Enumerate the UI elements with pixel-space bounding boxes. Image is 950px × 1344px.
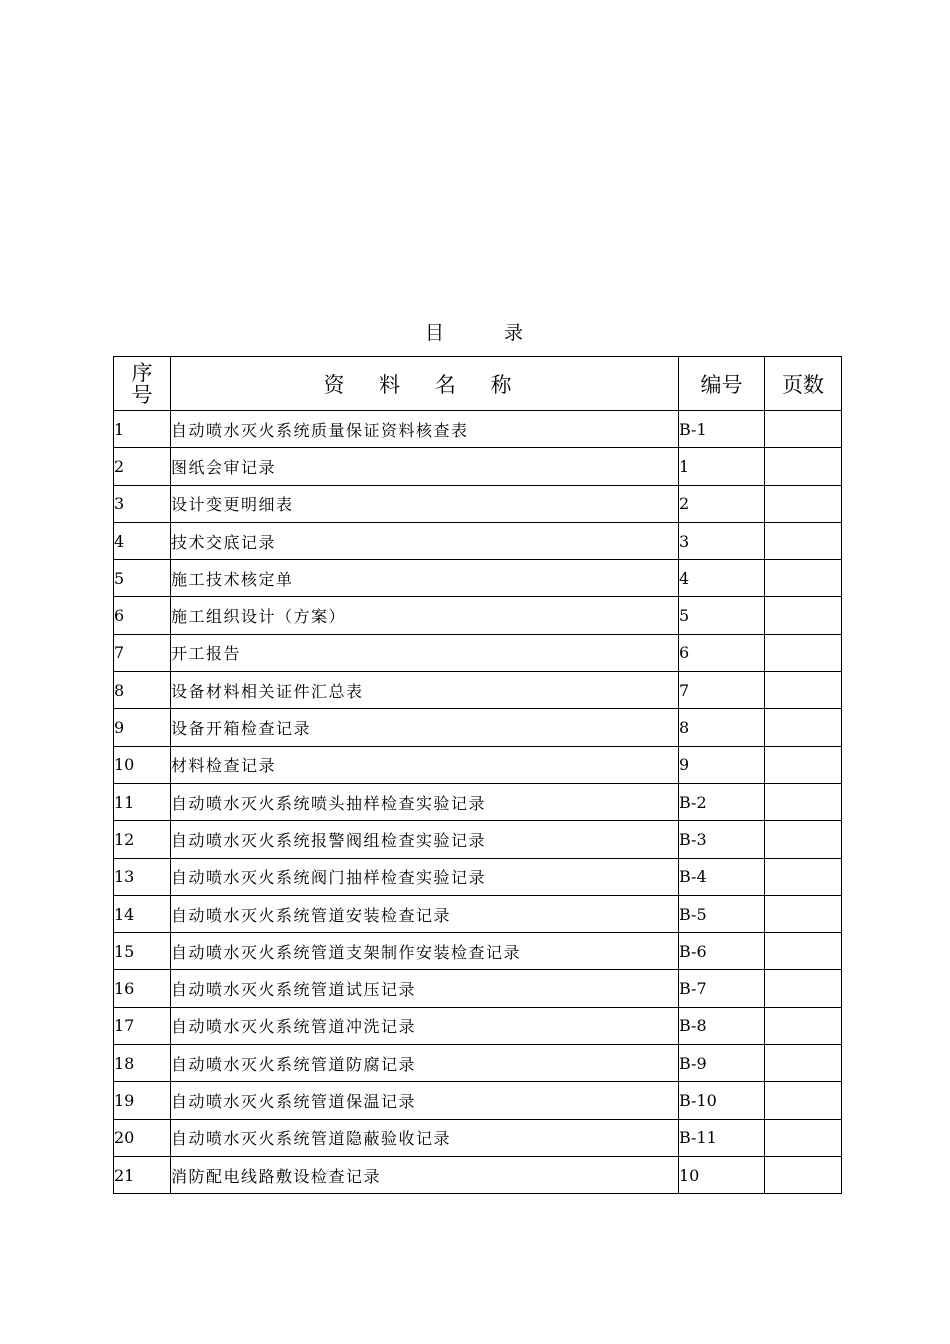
row-serial-number: 5 bbox=[114, 560, 171, 597]
table-row bbox=[114, 1119, 842, 1156]
row-serial-number: 3 bbox=[114, 485, 171, 522]
row-page-count bbox=[765, 560, 842, 597]
row-page-count bbox=[765, 783, 842, 820]
row-code: 1 bbox=[679, 448, 765, 485]
table-body bbox=[114, 411, 842, 1194]
table-row bbox=[114, 1156, 842, 1193]
row-serial-number: 9 bbox=[114, 709, 171, 746]
row-document-name: 自动喷水灭火系统管道冲洗记录 bbox=[171, 1007, 679, 1044]
row-page-count bbox=[765, 634, 842, 671]
table-row bbox=[114, 411, 842, 448]
row-serial-number: 14 bbox=[114, 895, 171, 932]
title-char-1: 目 bbox=[424, 322, 446, 344]
row-serial-number: 21 bbox=[114, 1156, 171, 1193]
row-document-name: 自动喷水灭火系统管道试压记录 bbox=[171, 970, 679, 1007]
row-serial-number: 11 bbox=[114, 783, 171, 820]
row-page-count bbox=[765, 597, 842, 634]
row-serial-number: 15 bbox=[114, 933, 171, 970]
row-serial-number: 10 bbox=[114, 746, 171, 783]
row-serial-number: 18 bbox=[114, 1045, 171, 1082]
row-document-name: 施工组织设计（方案） bbox=[171, 597, 679, 634]
table-row bbox=[114, 485, 842, 522]
title-char-2: 录 bbox=[504, 322, 526, 344]
row-page-count bbox=[765, 746, 842, 783]
row-serial-number: 17 bbox=[114, 1007, 171, 1044]
row-document-name: 自动喷水灭火系统阀门抽样检查实验记录 bbox=[171, 858, 679, 895]
row-page-count bbox=[765, 1082, 842, 1119]
header-serial-char-2: 号 bbox=[131, 382, 153, 407]
row-document-name: 自动喷水灭火系统管道保温记录 bbox=[171, 1082, 679, 1119]
row-serial-number: 4 bbox=[114, 522, 171, 559]
row-document-name: 消防配电线路敷设检查记录 bbox=[171, 1156, 679, 1193]
row-code: B-8 bbox=[679, 1007, 765, 1044]
row-page-count bbox=[765, 821, 842, 858]
row-page-count bbox=[765, 448, 842, 485]
contents-table bbox=[113, 356, 842, 1194]
header-document-name-text: 资 料 名 称 bbox=[323, 372, 526, 397]
row-serial-number: 7 bbox=[114, 634, 171, 671]
row-serial-number: 8 bbox=[114, 672, 171, 709]
row-document-name: 自动喷水灭火系统报警阀组检查实验记录 bbox=[171, 821, 679, 858]
row-document-name: 自动喷水灭火系统管道防腐记录 bbox=[171, 1045, 679, 1082]
row-serial-number: 6 bbox=[114, 597, 171, 634]
row-code: 2 bbox=[679, 485, 765, 522]
row-page-count bbox=[765, 1156, 842, 1193]
row-page-count bbox=[765, 522, 842, 559]
table-row bbox=[114, 709, 842, 746]
row-code: 3 bbox=[679, 522, 765, 559]
header-code: 编号 bbox=[679, 357, 765, 411]
table-row bbox=[114, 1045, 842, 1082]
row-page-count bbox=[765, 895, 842, 932]
row-serial-number: 2 bbox=[114, 448, 171, 485]
row-code: B-10 bbox=[679, 1082, 765, 1119]
header-serial-char-1: 序 bbox=[131, 360, 153, 385]
row-document-name: 自动喷水灭火系统管道隐蔽验收记录 bbox=[171, 1119, 679, 1156]
table-row bbox=[114, 672, 842, 709]
row-code: B-5 bbox=[679, 895, 765, 932]
row-page-count bbox=[765, 1045, 842, 1082]
row-page-count bbox=[765, 672, 842, 709]
table-row bbox=[114, 858, 842, 895]
row-document-name: 设计变更明细表 bbox=[171, 485, 679, 522]
table-row bbox=[114, 522, 842, 559]
row-code: B-11 bbox=[679, 1119, 765, 1156]
row-document-name: 自动喷水灭火系统管道安装检查记录 bbox=[171, 895, 679, 932]
row-page-count bbox=[765, 411, 842, 448]
table-row bbox=[114, 597, 842, 634]
row-code: B-1 bbox=[679, 411, 765, 448]
row-serial-number: 13 bbox=[114, 858, 171, 895]
table-row bbox=[114, 1082, 842, 1119]
row-page-count bbox=[765, 858, 842, 895]
row-code: 5 bbox=[679, 597, 765, 634]
row-document-name: 开工报告 bbox=[171, 634, 679, 671]
table-row bbox=[114, 933, 842, 970]
row-code: 10 bbox=[679, 1156, 765, 1193]
row-code: B-2 bbox=[679, 783, 765, 820]
table-row bbox=[114, 448, 842, 485]
row-code: B-6 bbox=[679, 933, 765, 970]
row-serial-number: 16 bbox=[114, 970, 171, 1007]
row-page-count bbox=[765, 933, 842, 970]
table-row bbox=[114, 746, 842, 783]
row-code: 8 bbox=[679, 709, 765, 746]
row-serial-number: 20 bbox=[114, 1119, 171, 1156]
row-document-name: 图纸会审记录 bbox=[171, 448, 679, 485]
table-row bbox=[114, 821, 842, 858]
row-page-count bbox=[765, 1007, 842, 1044]
row-document-name: 设备材料相关证件汇总表 bbox=[171, 672, 679, 709]
row-code: B-7 bbox=[679, 970, 765, 1007]
row-document-name: 设备开箱检查记录 bbox=[171, 709, 679, 746]
row-document-name: 自动喷水灭火系统质量保证资料核查表 bbox=[171, 411, 679, 448]
row-code: B-4 bbox=[679, 858, 765, 895]
table-row bbox=[114, 895, 842, 932]
row-code: 9 bbox=[679, 746, 765, 783]
table-row bbox=[114, 783, 842, 820]
row-document-name: 材料检查记录 bbox=[171, 746, 679, 783]
row-code: 4 bbox=[679, 560, 765, 597]
row-serial-number: 19 bbox=[114, 1082, 171, 1119]
row-serial-number: 1 bbox=[114, 411, 171, 448]
header-page-count: 页数 bbox=[765, 357, 842, 411]
table-header-row bbox=[114, 357, 842, 411]
row-page-count bbox=[765, 1119, 842, 1156]
row-document-name: 技术交底记录 bbox=[171, 522, 679, 559]
row-code: 6 bbox=[679, 634, 765, 671]
row-document-name: 自动喷水灭火系统管道支架制作安装检查记录 bbox=[171, 933, 679, 970]
row-document-name: 自动喷水灭火系统喷头抽样检查实验记录 bbox=[171, 783, 679, 820]
row-document-name: 施工技术核定单 bbox=[171, 560, 679, 597]
header-serial-number bbox=[114, 357, 171, 411]
row-code: B-3 bbox=[679, 821, 765, 858]
row-code: 7 bbox=[679, 672, 765, 709]
table-row bbox=[114, 560, 842, 597]
row-code: B-9 bbox=[679, 1045, 765, 1082]
row-page-count bbox=[765, 485, 842, 522]
row-page-count bbox=[765, 970, 842, 1007]
table-row bbox=[114, 1007, 842, 1044]
table-row bbox=[114, 970, 842, 1007]
table-row bbox=[114, 634, 842, 671]
row-serial-number: 12 bbox=[114, 821, 171, 858]
row-page-count bbox=[765, 709, 842, 746]
header-document-name bbox=[171, 357, 679, 411]
document-title bbox=[0, 318, 950, 345]
